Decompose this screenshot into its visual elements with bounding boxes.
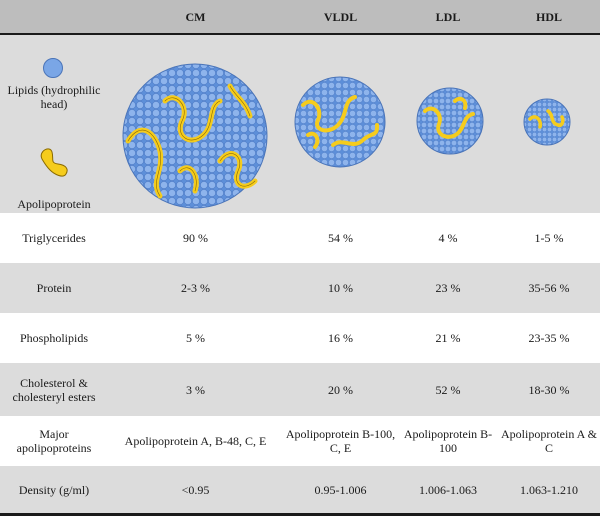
table-row — [0, 363, 600, 416]
table-cell: <0.95 — [181, 482, 210, 497]
hdl-particle — [522, 97, 572, 147]
table-cell: 3 % — [186, 382, 205, 397]
table-cell: 4 % — [438, 231, 458, 245]
table-cell: 5 % — [186, 331, 205, 345]
header-hdl: HDL — [535, 9, 562, 24]
row-label: Cholesterol & cholesteryl esters — [12, 375, 96, 404]
table-row — [0, 213, 600, 263]
table-row — [0, 313, 600, 363]
table-cell: 54 % — [328, 231, 353, 245]
header-row — [0, 0, 600, 33]
table-cell: 1-5 % — [534, 231, 564, 245]
table-cell: 0.95-1.006 — [314, 482, 367, 497]
row-label: Major apolipoproteins — [16, 427, 92, 455]
header-vldl: VLDL — [323, 9, 358, 24]
bottom-rule — [0, 513, 600, 516]
table-cell: 20 % — [328, 382, 353, 397]
apolipoprotein-legend-icon — [36, 143, 72, 179]
table-cell: 1.063-1.210 — [520, 482, 578, 497]
table-cell: Apolipoprotein A, B-48, C, E — [124, 434, 267, 448]
table-cell: Apolipoprotein B-100 — [403, 427, 493, 455]
table-cell: 10 % — [328, 281, 353, 295]
header-rule — [0, 33, 600, 35]
table-cell: 35-56 % — [528, 281, 570, 295]
header-ldl: LDL — [435, 9, 461, 24]
table-row — [0, 416, 600, 466]
row-label: Density (g/ml) — [18, 482, 90, 497]
ldl-particle — [415, 86, 485, 156]
lipid-legend-icon — [42, 57, 64, 79]
lipids-legend-label: Lipids (hydrophilic head) — [7, 83, 101, 111]
table-cell: 52 % — [435, 382, 461, 397]
table-cell: 90 % — [183, 231, 208, 245]
table-cell: Apolipoprotein B-100, C, E — [285, 427, 396, 455]
table-cell: 23-35 % — [528, 331, 570, 345]
table-cell: 16 % — [328, 331, 353, 345]
illustration-row — [0, 33, 600, 213]
table-cell: 1.006-1.063 — [419, 482, 477, 497]
table-cell: 23 % — [435, 281, 461, 295]
table-cell: 18-30 % — [528, 382, 570, 397]
row-label: Phospholipids — [19, 331, 88, 345]
cm-particle — [120, 61, 270, 211]
header-empty-cell — [0, 0, 108, 33]
header-cm: CM — [185, 9, 206, 24]
vldl-particle — [293, 75, 387, 169]
table-cell: Apolipoprotein A & C — [501, 427, 597, 455]
row-label: Protein — [36, 281, 72, 295]
table-cell: 21 % — [435, 331, 461, 345]
table-row — [0, 263, 600, 313]
apolipoprotein-legend-label: Apolipoprotein — [17, 197, 91, 211]
row-label: Triglycerides — [22, 231, 86, 245]
table-row — [0, 466, 600, 513]
table-cell: 2-3 % — [181, 281, 210, 295]
